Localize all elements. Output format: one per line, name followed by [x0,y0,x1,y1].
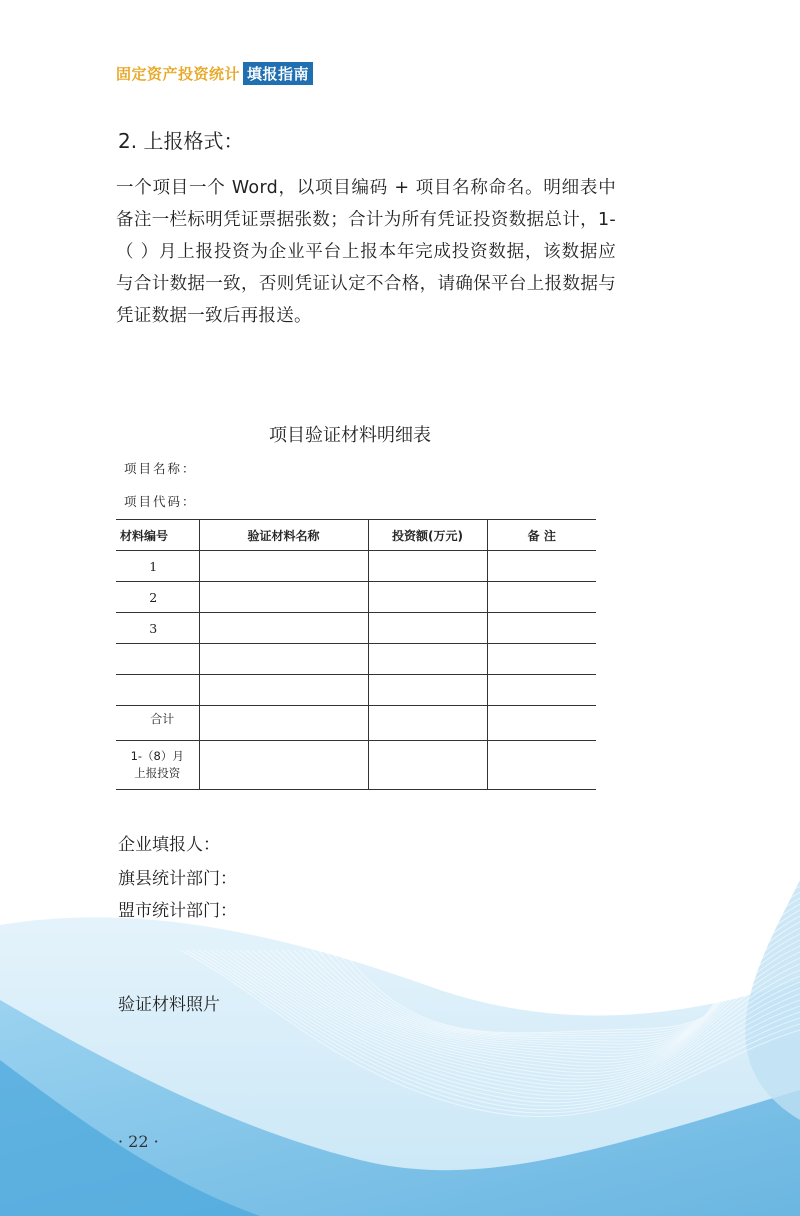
total-row [116,706,596,741]
table-row [116,675,596,706]
material-number [116,675,199,706]
total-label: 合计 [116,706,199,741]
material-number: 3 [116,613,199,644]
period-label [116,741,199,790]
photo-section-label: 验证材料照片 [118,995,220,1015]
investment-cell[interactable] [368,582,487,613]
remark-cell[interactable] [487,582,596,613]
remark-cell[interactable] [487,675,596,706]
investment-cell[interactable] [368,675,487,706]
project-name-label: 项目名称： [124,461,197,476]
section-title: 2. 上报格式： [118,129,244,153]
table-row [116,613,596,644]
table-row [116,551,596,582]
investment-cell[interactable] [368,644,487,675]
material-number: 2 [116,582,199,613]
period-remark-cell[interactable] [487,741,596,790]
column-header: 投资额(万元) [368,520,487,551]
table-row [116,644,596,675]
period-report-row [116,741,596,790]
guide-header [116,62,313,84]
verification-materials-table [116,519,596,790]
material-name-cell[interactable] [199,551,368,582]
table-title-text: 项目验证材料明细表 [269,425,431,446]
table-header-row [116,520,596,551]
material-name-cell[interactable] [199,582,368,613]
table-title [0,421,700,447]
remark-cell[interactable] [487,551,596,582]
county-stats-dept-label: 旗县统计部门： [118,869,237,889]
remark-cell[interactable] [487,613,596,644]
period-name-cell[interactable] [199,741,368,790]
material-name-cell[interactable] [199,613,368,644]
instructions-paragraph: 一个项目一个 Word，以项目编码 + 项目名称命名。明细表中备注一栏标明凭证票据张数；合计为所有凭证投资数据总计，1-（ ）月上报投资为企业平台上报本年完成投资数据，该数据应与合计数据一致，否则凭证认定不合格，请确保平台上报数据与凭证数据一致后再报送。 [116,178,616,326]
column-header: 材料编号 [116,520,199,551]
column-header: 验证材料名称 [199,520,368,551]
investment-cell[interactable] [368,551,487,582]
material-number [116,644,199,675]
material-number: 1 [116,551,199,582]
table-row [116,582,596,613]
city-stats-dept-label: 盟市统计部门： [118,901,237,921]
project-code-label: 项目代码： [124,494,197,509]
period-label-line1: 1-（8）月 [130,749,184,763]
total-investment-cell[interactable] [368,706,487,741]
header-highlight: 填报指南 [243,62,313,85]
period-label-line2: 上报投资 [134,766,181,780]
column-header: 备 注 [487,520,596,551]
remark-cell[interactable] [487,644,596,675]
period-investment-cell[interactable] [368,741,487,790]
total-name-cell[interactable] [199,706,368,741]
total-remark-cell[interactable] [487,706,596,741]
header-title: 固定资产投资统计 [116,64,241,83]
material-name-cell[interactable] [199,675,368,706]
investment-cell[interactable] [368,613,487,644]
page-number: · 22 · [118,1132,159,1151]
material-name-cell[interactable] [199,644,368,675]
enterprise-filler-label: 企业填报人： [118,835,220,855]
